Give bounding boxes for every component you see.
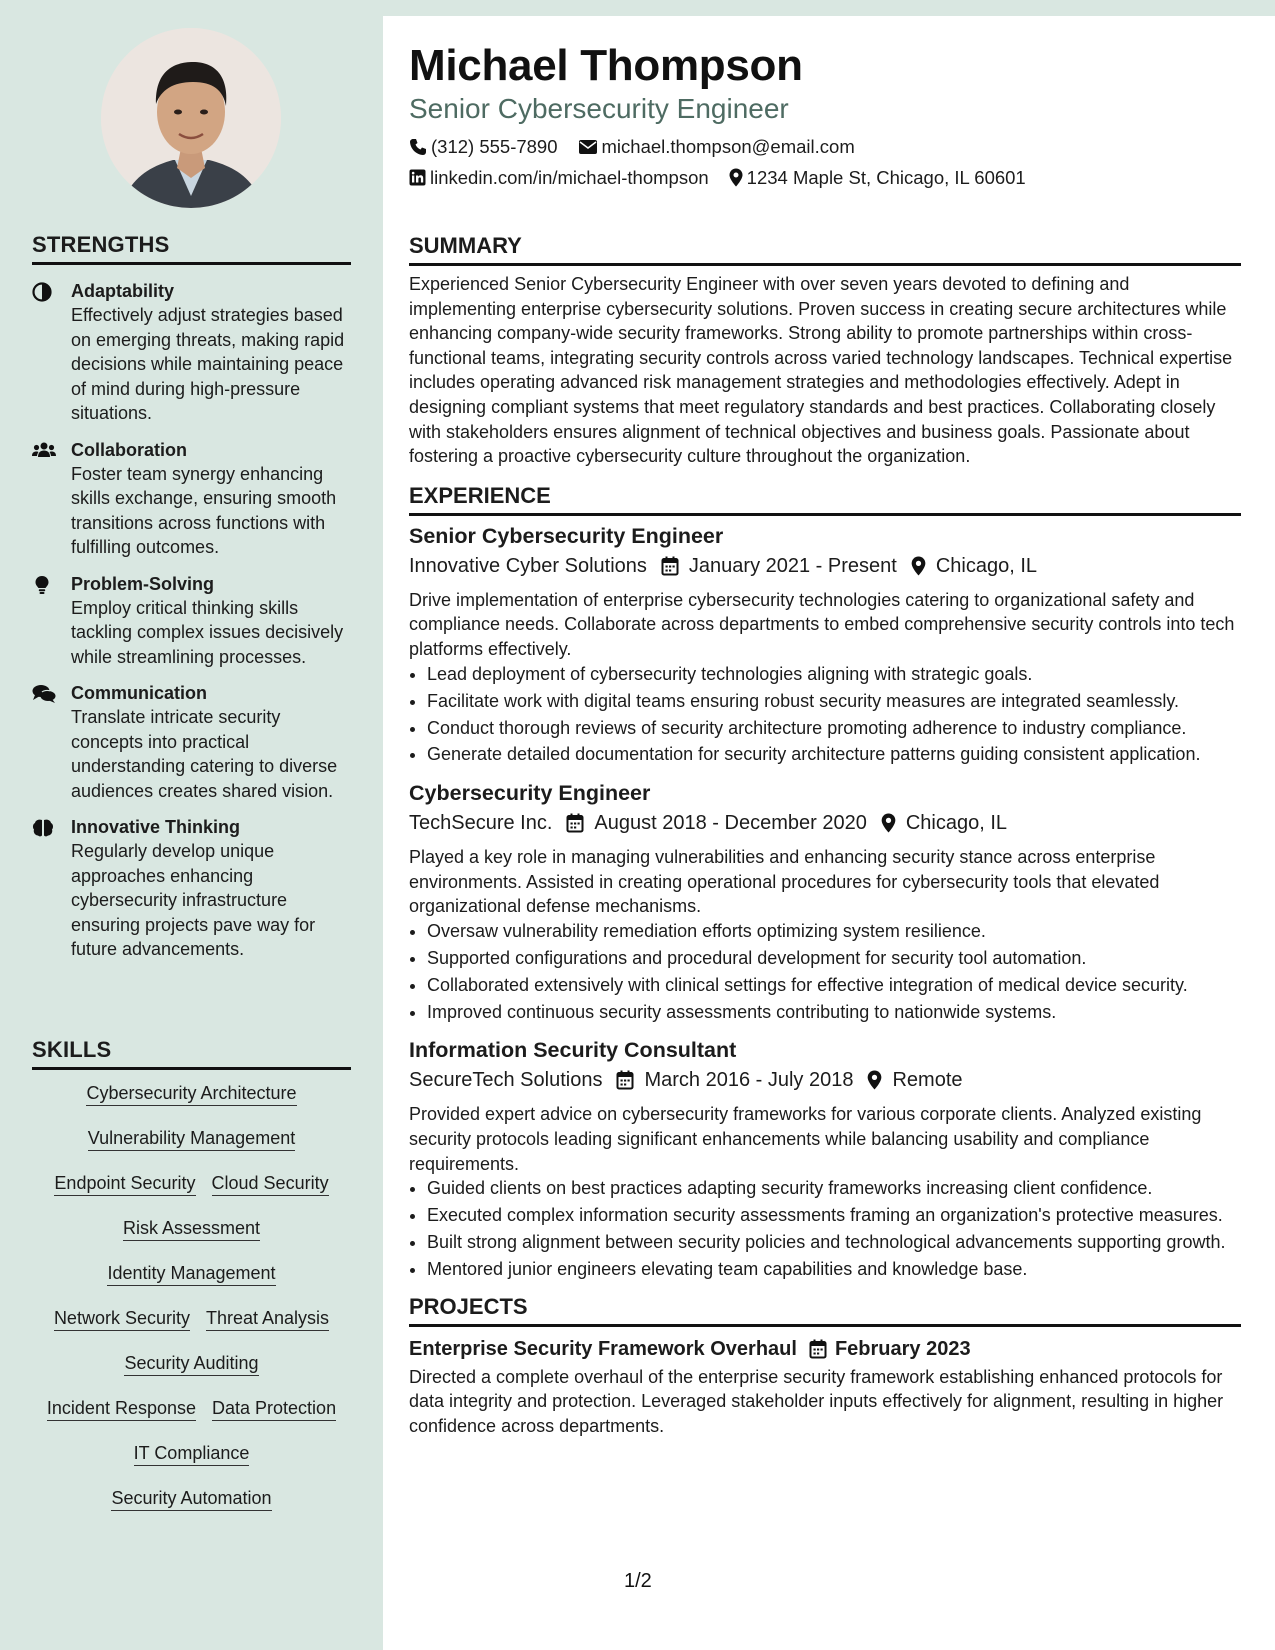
bullet-item: • Conduct thorough reviews of security architecture promoting adherence to industry compliance.	[427, 716, 1241, 741]
job-entry	[409, 1036, 1241, 1281]
skill-tag: Identity Management	[107, 1262, 275, 1286]
job-location: Chicago, IL	[905, 812, 1007, 835]
phone-contact	[409, 131, 558, 162]
job-meta	[409, 1064, 1241, 1096]
bullet-item: • Facilitate work with digital teams ensuring robust security measures are integrated seamlessly.	[427, 689, 1241, 714]
strength-desc: Regularly develop unique approaches enhancing cybersecurity infrastructure ensuring projects pave way for future advancements.	[71, 841, 316, 959]
strength-name: Collaboration	[71, 439, 187, 460]
skill-tag: Threat Analysis	[206, 1307, 329, 1331]
projects-heading: PROJECTS	[409, 1294, 1241, 1327]
job-entry	[409, 779, 1241, 1024]
skill-tag: Cybersecurity Architecture	[86, 1082, 296, 1106]
job-company: SecureTech Solutions	[409, 1069, 603, 1092]
calendar-icon	[809, 1339, 827, 1359]
contact-row	[409, 162, 1241, 193]
job-company: TechSecure Inc.	[409, 812, 553, 835]
summary-text: Experienced Senior Cybersecurity Engineer with over seven years devoted to defining and implementing enterprise cybersecurity solutions. Proven success in creating secure architectures while enhancing company-wide security frameworks. Strong ability to promote partnerships within cross-functional teams, integrating security controls across varied technology landscapes. Technical expertise includes operating advanced risk management strategies and methodologies effectively. Adept in designing compliant systems that meet regulatory standards and best practices. Collaborating closely with stakeholders ensures alignment of technical objectives and business goals. Passionate about fostering a proactive cybersecurity culture throughout the organization.	[409, 274, 1233, 467]
location-pin-icon	[911, 556, 926, 576]
strength-name: Problem-Solving	[71, 573, 215, 594]
skill-tag: IT Compliance	[134, 1442, 250, 1466]
strength-desc: Translate intricate security concepts into practical understanding catering to diverse audiences creates shared vision.	[71, 707, 338, 801]
users-icon	[32, 441, 54, 459]
skills-list	[32, 1082, 351, 1511]
skill-tag: Incident Response	[47, 1397, 196, 1421]
main-column	[409, 40, 1241, 1439]
candidate-name: Michael Thompson	[409, 41, 803, 90]
job-bullets	[409, 1176, 1241, 1282]
contact-row	[409, 131, 1241, 162]
bullet-item: • Improved continuous security assessments contributing to nationwide systems.	[427, 1000, 1241, 1025]
bullet-item: • Supported configurations and procedural development for security tool automation.	[427, 946, 1241, 971]
skills-section	[32, 1037, 351, 1532]
skill-tag: Endpoint Security	[54, 1172, 195, 1196]
phone-text: (312) 555-7890	[431, 136, 558, 157]
job-description: Played a key role in managing vulnerabilities and enhancing security stance across enterprise environments. Assisted in creating operational procedures for cybersecurity tools that elevated organizational defense mechanisms.	[409, 847, 1160, 917]
calendar-icon	[566, 813, 584, 833]
skill-tag: Risk Assessment	[123, 1217, 260, 1241]
strength-desc: Foster team synergy enhancing skills exchange, ensuring smooth transitions across functions with fulfilling outcomes.	[71, 463, 337, 557]
strengths-section	[32, 232, 351, 962]
job-company: Innovative Cyber Solutions	[409, 554, 647, 577]
strength-desc: Employ critical thinking skills tackling complex issues decisively while streamlining processes.	[71, 597, 344, 667]
bullet-item: • Mentored junior engineers elevating team capabilities and knowledge base.	[427, 1257, 1241, 1282]
job-bullets	[409, 662, 1241, 768]
summary-heading: SUMMARY	[409, 233, 1241, 266]
skill-tag: Security Automation	[111, 1487, 271, 1511]
calendar-icon	[616, 1070, 634, 1090]
bullet-item: • Built strong alignment between security policies and technological advancements supporting growth.	[427, 1230, 1241, 1255]
job-entry	[409, 522, 1241, 767]
skill-tag: Network Security	[54, 1307, 190, 1331]
skills-heading: SKILLS	[32, 1037, 351, 1070]
summary-section	[409, 233, 1241, 469]
strength-name: Adaptability	[71, 281, 175, 301]
project-description: Directed a complete overhaul of the enterprise security framework establishing enhanced protocols for data integrity and protection. Leveraged stakeholder inputs effectively for alignment, resulting in higher confidence across departments.	[409, 1366, 1224, 1436]
strength-name: Innovative Thinking	[71, 817, 241, 837]
strength-name: Communication	[71, 683, 208, 703]
candidate-title: Senior Cybersecurity Engineer	[409, 93, 789, 124]
location-pin-icon	[867, 1070, 882, 1090]
location-pin-icon	[881, 813, 896, 833]
linkedin-contact[interactable]	[409, 162, 709, 193]
address-contact	[729, 162, 1026, 193]
contrast-icon	[32, 282, 54, 300]
email-text[interactable]: michael.thompson@email.com	[601, 136, 855, 157]
strengths-heading: STRENGTHS	[32, 232, 351, 265]
bullet-item: • Guided clients on best practices adapting security frameworks increasing client confidence.	[427, 1176, 1241, 1201]
project-date: February 2023	[834, 1337, 971, 1360]
job-title: Cybersecurity Engineer	[409, 781, 651, 806]
skill-tag: Vulnerability Management	[88, 1127, 295, 1151]
mail-icon	[578, 139, 598, 155]
bullet-item: • Oversaw vulnerability remediation efforts optimizing system resilience.	[427, 919, 1241, 944]
job-title: Information Security Consultant	[409, 1038, 737, 1063]
strength-item	[32, 815, 351, 962]
bullet-item: • Executed complex information security assessments framing an organization's protective measures.	[427, 1203, 1241, 1228]
job-dates: August 2018 - December 2020	[594, 812, 867, 835]
job-description: Drive implementation of enterprise cybersecurity technologies catering to organizational safety and compliance needs. Collaborate across departments to embed comprehensive security controls into tech platforms effectively.	[409, 589, 1235, 659]
experience-section	[409, 483, 1241, 1282]
experience-heading: EXPERIENCE	[409, 483, 1241, 516]
job-meta	[409, 807, 1241, 839]
page-indicator: 1/2	[624, 1570, 652, 1592]
project-entry	[409, 1335, 1241, 1439]
email-contact[interactable]	[578, 131, 855, 162]
strength-desc: Effectively adjust strategies based on emerging threats, making rapid decisions while maintaining peace of mind during high-pressure situations.	[71, 305, 345, 423]
avatar	[101, 28, 281, 208]
strength-item	[32, 681, 351, 803]
chat-icon	[32, 684, 54, 702]
location-pin-icon	[729, 168, 743, 187]
header-strip	[383, 0, 1275, 16]
linkedin-text[interactable]: linkedin.com/in/michael-thompson	[430, 167, 709, 188]
bullet-item: • Collaborated extensively with clinical settings for effective integration of medical device security.	[427, 973, 1241, 998]
bullet-item: • Generate detailed documentation for security architecture patterns guiding consistent application.	[427, 742, 1241, 767]
project-header	[409, 1335, 1241, 1363]
job-title: Senior Cybersecurity Engineer	[409, 523, 724, 548]
job-description: Provided expert advice on cybersecurity frameworks for various corporate clients. Analyzed existing security protocols leading significant enhancements while balancing usability and compliance requirements.	[409, 1104, 1202, 1174]
brain-icon	[32, 818, 54, 836]
job-location: Chicago, IL	[935, 554, 1037, 577]
job-dates: January 2021 - Present	[688, 554, 897, 577]
strength-item	[32, 279, 351, 426]
phone-icon	[409, 138, 427, 156]
address-text: 1234 Maple St, Chicago, IL 60601	[746, 167, 1026, 188]
skill-tag: Data Protection	[212, 1397, 336, 1421]
job-location: Remote	[892, 1069, 963, 1092]
job-bullets	[409, 919, 1241, 1025]
strength-item	[32, 438, 351, 560]
job-dates: March 2016 - July 2018	[644, 1069, 854, 1092]
lightbulb-icon	[32, 575, 54, 593]
skill-tag: Cloud Security	[212, 1172, 329, 1196]
linkedin-icon	[409, 169, 426, 186]
calendar-icon	[661, 556, 679, 576]
bullet-item: • Lead deployment of cybersecurity technologies aligning with strategic goals.	[427, 662, 1241, 687]
skill-tag: Security Auditing	[124, 1352, 258, 1376]
project-title: Enterprise Security Framework Overhaul	[409, 1337, 797, 1360]
projects-section	[409, 1294, 1241, 1439]
job-meta	[409, 550, 1241, 582]
strength-item	[32, 572, 351, 670]
